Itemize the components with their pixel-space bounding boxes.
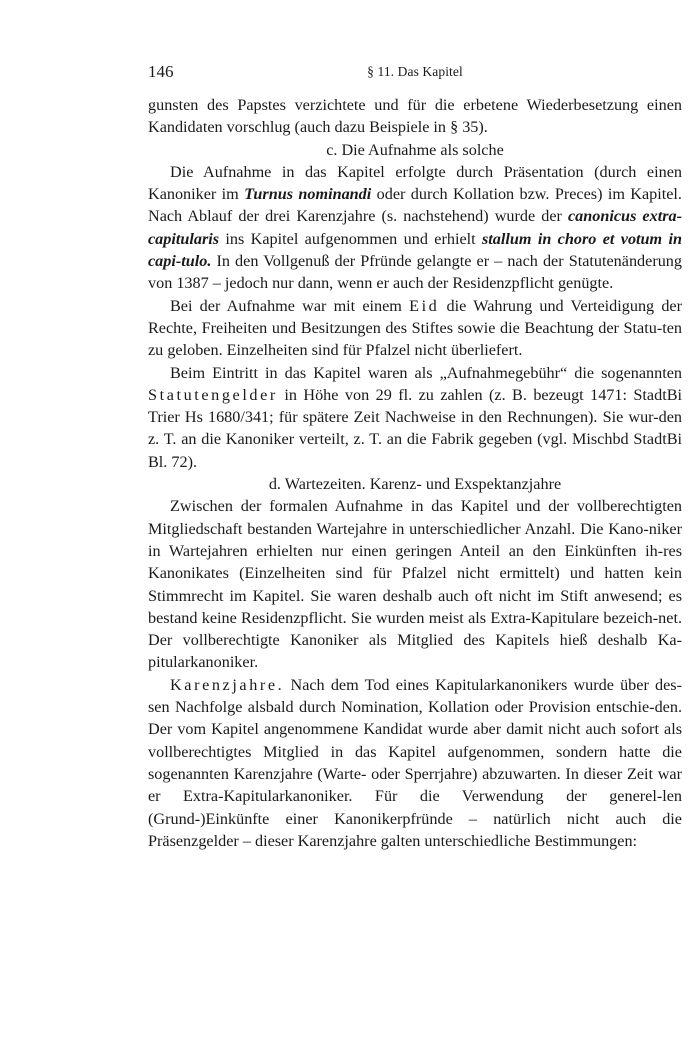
page-number: 146 [148, 62, 174, 81]
text-run: In den Vollgenuß der Pfründe gelangte er – nach der Statutenänderung von 1387 – jedoch nur dann, wenn er auch der Residenzpflicht genügte. [148, 252, 682, 293]
paragraph-statutengelder [148, 362, 682, 473]
spaced-term: Karenzjahre. [170, 675, 285, 694]
text-run: in Höhe von 29 fl. zu zahlen (z. B. bezeugt 1471: StadtBi Trier Hs 1680/341; für spätere Zeit Nachweise in den Rechnungen). Sie wur-den z. T. an die Kanoniker verteilt, z. T. an die Fabrik gegeben (vgl. Mischbd StadtBi Bl. 72). [148, 385, 682, 471]
text-run: Nach dem Tod eines Kapitularkanonikers wurde über des-sen Nachfolge alsbald durch Nomination, Kollation oder Provision entschie-den. Der vom Kapitel angenommene Kandidat wurde aber damit nicht auch sofort als vollberechtigtes Mitglied in das Kapitel aufgenommen, sondern hatte die sogenannten Karenzjahre (Warte- oder Sperrjahre) abzuwarten. In dieser Zeit war er Extra-Kapitularkanoniker. Für die Verwendung der generel-len (Grund-)Einkünfte einer Kanonikerpfründe – natürlich nicht auch die Präsenzgelder – dieser Karenzjahre galten unterschiedliche Bestimmungen: [148, 675, 682, 850]
spaced-term: Statutengelder [148, 385, 278, 404]
section-heading-c: c. Die Aufnahme als solche [326, 140, 504, 159]
text-run: Die Aufnahme in das Kapitel erfolgte durch Präsentation (durch einen Kanoniker im [148, 162, 682, 204]
italic-term: canonicus extra-capitularis [148, 207, 682, 248]
paragraph-karenzjahre [148, 674, 682, 852]
text-run: oder durch Kollation bzw. Preces) im Kapitel. Nach Ablauf der drei Karenzjahre (s. nachstehend) wurde der [148, 185, 682, 226]
text-run: Bei der Aufnahme war mit einem [170, 296, 410, 315]
paragraph-aufnahme [148, 161, 682, 295]
section-heading-d: d. Wartezeiten. Karenz- und Exspektanzjahre [268, 475, 562, 494]
paragraph-wartezeiten: Zwischen der formalen Aufnahme in das Kapitel und der vollberechtigten Mitgliedschaft bestanden Wartejahre in unterschiedlicher Anzahl. Die Kano-niker in Wartejahren erhielten nur einen geringen Anteil an den Einkünften ih-res Kanonikates (Einzelheiten sind für Pfalzel nicht ermittelt) und hatten kein Stimmrecht im Kapitel. Sie waren deshalb auch oft nicht im Stift anwesend; es bestand keine Residenzpflicht. Sie wurden meist als Extra-Kapitulare bezeich-net. Der vollberechtigte Kanoniker als Mitglied des Kapitels hieß deshalb Ka-pitularkanoniker. [148, 497, 682, 672]
text-run: Beim Eintritt in das Kapitel waren als „Aufnahmegebühr“ die sogenannten [170, 363, 682, 382]
text-run: die Wahrung und Verteidigung der Rechte, Freiheiten und Besitzungen des Stiftes sowie die Beachtung der Statu-ten zu geloben. Einzelheiten sind für Pfalzel nicht überliefert. [148, 296, 682, 360]
body-text [148, 94, 682, 852]
paragraph-eid [148, 295, 682, 362]
running-header [148, 62, 682, 84]
intro-paragraph: gunsten des Papstes verzichtete und für die erbetene Wiederbesetzung einen Kandidaten vorschlug (auch dazu Beispiele in § 35). [148, 96, 682, 137]
text-run: ins Kapitel aufgenommen und erhielt [219, 229, 482, 248]
spaced-term: Eid [409, 296, 440, 315]
italic-term: stallum in choro et votum in capi-tulo. [148, 229, 682, 271]
italic-term: Turnus nominandi [244, 185, 372, 204]
running-title: § 11. Das Kapitel [367, 64, 463, 79]
